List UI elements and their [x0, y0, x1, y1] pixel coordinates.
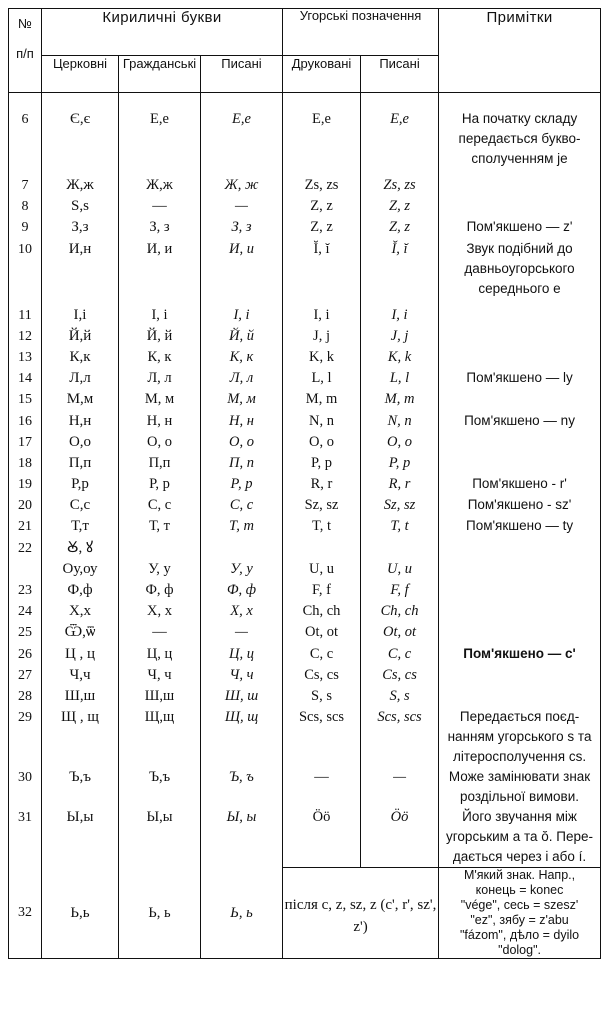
note-line: Може замінювати знак	[448, 769, 591, 785]
church-letter: Ф,ф	[42, 580, 119, 601]
row-number: 32	[9, 868, 42, 959]
note-line: Пом'якшено - r'	[472, 476, 567, 492]
civil-letter	[119, 538, 201, 559]
row-number: 13	[9, 347, 42, 368]
church-letter: Ц , ц	[42, 644, 119, 665]
note-line: Його звучання між	[462, 809, 577, 825]
note-cell	[439, 538, 601, 559]
written-letter: Л, л	[201, 368, 283, 389]
hungarian-printed: T, t	[283, 516, 361, 537]
hungarian-printed: O, o	[283, 432, 361, 453]
note-line: Пом'якшено — ny	[464, 412, 575, 428]
hungarian-printed: L, l	[283, 368, 361, 389]
civil-letter: К, к	[119, 347, 201, 368]
hungarian-printed	[283, 538, 361, 559]
church-letter: Ч,ч	[42, 665, 119, 686]
table-row	[9, 665, 601, 686]
written-letter: Х, х	[201, 601, 283, 622]
row-number: 30	[9, 767, 42, 807]
hungarian-printed: U, u	[283, 559, 361, 580]
row-number	[9, 559, 42, 580]
note-cell	[439, 217, 601, 238]
civil-letter: П,п	[119, 453, 201, 474]
hungarian-written: C, c	[361, 644, 439, 665]
civil-letter: Ы,ы	[119, 807, 201, 868]
hungarian-printed: R, r	[283, 474, 361, 495]
civil-letter: Х, х	[119, 601, 201, 622]
hungarian-written: Scs, scs	[361, 707, 439, 767]
written-letter: У, у	[201, 559, 283, 580]
hungarian-printed: І, і	[283, 305, 361, 326]
note-cell	[439, 767, 601, 807]
church-letter: Щ , щ	[42, 707, 119, 767]
row-number: 28	[9, 686, 42, 707]
note-line: Пом'якшено - sz'	[467, 497, 572, 513]
note-cell	[439, 559, 601, 580]
hungarian-written: —	[361, 767, 439, 807]
notes-column-header: Примітки	[439, 9, 601, 93]
hungarian-printed: Zs, zs	[283, 175, 361, 196]
header-row-1	[9, 9, 601, 56]
written-letter: П, п	[201, 453, 283, 474]
top-spacer	[9, 93, 601, 110]
table-row	[9, 495, 601, 516]
row-number: 11	[9, 305, 42, 326]
hungarian-written: R, r	[361, 474, 439, 495]
civil-letter: І, і	[119, 305, 201, 326]
civil-letter: М, м	[119, 389, 201, 410]
note-line: "ez", зябу = z'abu	[470, 913, 569, 928]
civil-letter: О, о	[119, 432, 201, 453]
hungarian-written: O, o	[361, 432, 439, 453]
note-line: "vége", сесь = szesz'	[460, 898, 579, 913]
hungarian-printed: Ot, ot	[283, 622, 361, 643]
church-letter: Ж,ж	[42, 175, 119, 196]
written-letter: К, к	[201, 347, 283, 368]
hungarian-printed: K, k	[283, 347, 361, 368]
note-cell	[439, 411, 601, 432]
written-letter: И, и	[201, 239, 283, 305]
written-letter: С, с	[201, 495, 283, 516]
table-row	[9, 453, 601, 474]
written-letter: Е,е	[201, 109, 283, 175]
row-number: 23	[9, 580, 42, 601]
number-sublabel: п/п	[16, 46, 34, 61]
note-line: "dolog".	[498, 943, 541, 958]
note-line: сполученням je	[471, 151, 568, 166]
church-letter: Ы,ы	[42, 807, 119, 868]
church-letter: О,о	[42, 432, 119, 453]
note-cell	[439, 495, 601, 516]
hungarian-printed: Cs, cs	[283, 665, 361, 686]
table-row	[9, 239, 601, 305]
civil-letter: Ф, ф	[119, 580, 201, 601]
combined-note: після c, z, sz, z (c', r', sz', z')	[284, 897, 437, 936]
row-number: 6	[9, 109, 42, 175]
hungarian-written: Ĭ, ĭ	[361, 239, 439, 305]
note-line: М'який знак. Напр.,	[463, 868, 576, 883]
hungarian-printed: Z, z	[283, 196, 361, 217]
row-number: 14	[9, 368, 42, 389]
hungarian-group-header: Угорські позначення	[283, 9, 439, 56]
written-letter: О, о	[201, 432, 283, 453]
row-number: 18	[9, 453, 42, 474]
civil-letter: З, з	[119, 217, 201, 238]
hungarian-printed: S, s	[283, 686, 361, 707]
civil-letter: —	[119, 622, 201, 643]
note-line: Передається поєд-	[459, 709, 580, 725]
written-letter: Т, т	[201, 516, 283, 537]
church-letter: М,м	[42, 389, 119, 410]
hungarian-written: K, k	[361, 347, 439, 368]
written-letter	[201, 538, 283, 559]
hungarian-written: P, p	[361, 453, 439, 474]
hungarian-written: І, і	[361, 305, 439, 326]
row-number: 22	[9, 538, 42, 559]
hungarian-printed: Z, z	[283, 217, 361, 238]
church-column-header: Церковні	[42, 56, 119, 93]
hungarian-written: Zs, zs	[361, 175, 439, 196]
written-letter: Ш, ш	[201, 686, 283, 707]
note-line: роздільної вимови.	[460, 789, 580, 805]
table-row	[9, 538, 601, 559]
table-row	[9, 686, 601, 707]
note-cell	[439, 580, 601, 601]
written-letter: Ы, ы	[201, 807, 283, 868]
table-row	[9, 601, 601, 622]
civil-letter: Ц, ц	[119, 644, 201, 665]
row-number: 31	[9, 807, 42, 868]
civil-letter: С, с	[119, 495, 201, 516]
note-cell	[439, 474, 601, 495]
note-cell	[439, 644, 601, 665]
hungarian-written	[361, 538, 439, 559]
church-letter: І,і	[42, 305, 119, 326]
written-letter: Р, р	[201, 474, 283, 495]
written-letter: Ф, ф	[201, 580, 283, 601]
hungarian-printed: Ch, ch	[283, 601, 361, 622]
note-cell	[439, 686, 601, 707]
table-row	[9, 326, 601, 347]
printed-column-header: Друковані	[283, 56, 361, 93]
church-letter: С,с	[42, 495, 119, 516]
civil-letter: Й, й	[119, 326, 201, 347]
hungarian-written: N, n	[361, 411, 439, 432]
row-number: 19	[9, 474, 42, 495]
note-line: конець = konec	[475, 883, 564, 898]
table-row	[9, 389, 601, 410]
hungarian-printed: Öö	[283, 807, 361, 868]
hungarian-printed: C, c	[283, 644, 361, 665]
written-letter: Щ, щ	[201, 707, 283, 767]
hungarian-written: L, l	[361, 368, 439, 389]
note-cell	[439, 326, 601, 347]
church-letter: Оу,оу	[42, 559, 119, 580]
row-number: 29	[9, 707, 42, 767]
note-line: На початку складу	[461, 111, 578, 126]
table-row	[9, 707, 601, 767]
number-label: №	[18, 16, 32, 31]
hungarian-printed: Scs, scs	[283, 707, 361, 767]
note-cell	[439, 239, 601, 305]
civil-letter: Ь, ь	[119, 868, 201, 959]
table-row	[9, 196, 601, 217]
note-cell	[439, 516, 601, 537]
table-row	[9, 217, 601, 238]
church-letter: Х,х	[42, 601, 119, 622]
row-number: 16	[9, 411, 42, 432]
note-line: дається через і або í.	[452, 849, 587, 865]
table-row	[9, 175, 601, 196]
table-row	[9, 432, 601, 453]
church-letter: Ш,ш	[42, 686, 119, 707]
row-number: 24	[9, 601, 42, 622]
hungarian-printed: F, f	[283, 580, 361, 601]
written-letter: Ч, ч	[201, 665, 283, 686]
note-cell	[439, 196, 601, 217]
civil-letter: Щ,щ	[119, 707, 201, 767]
hungarian-written: T, t	[361, 516, 439, 537]
note-line: середнього е	[478, 280, 561, 296]
table-row	[9, 109, 601, 175]
note-cell	[439, 601, 601, 622]
note-cell	[439, 707, 601, 767]
written-column-header: Писані	[201, 56, 283, 93]
civil-letter: Е,е	[119, 109, 201, 175]
hungarian-printed: P, p	[283, 453, 361, 474]
row-number: 25	[9, 622, 42, 643]
row-number: 7	[9, 175, 42, 196]
civil-letter: Ч, ч	[119, 665, 201, 686]
hungarian-written: J, j	[361, 326, 439, 347]
row-number: 8	[9, 196, 42, 217]
row-number: 10	[9, 239, 42, 305]
civil-letter: Н, н	[119, 411, 201, 432]
note-cell	[439, 868, 601, 959]
note-cell	[439, 305, 601, 326]
table-row	[9, 368, 601, 389]
note-cell	[439, 368, 601, 389]
church-letter: Ꙋ, ꙋ	[42, 538, 119, 559]
row-number: 27	[9, 665, 42, 686]
church-letter: Л,л	[42, 368, 119, 389]
row-number: 15	[9, 389, 42, 410]
civil-letter: Ж,ж	[119, 175, 201, 196]
church-letter: К,к	[42, 347, 119, 368]
note-line: Звук подібний до	[466, 240, 573, 256]
row-number: 21	[9, 516, 42, 537]
note-cell	[439, 807, 601, 868]
church-letter: Р,р	[42, 474, 119, 495]
hungarian-written: F, f	[361, 580, 439, 601]
note-cell	[439, 389, 601, 410]
church-letter: Т,т	[42, 516, 119, 537]
church-letter: И,н	[42, 239, 119, 305]
table-row	[9, 868, 601, 959]
note-cell	[439, 347, 601, 368]
number-column-header	[9, 9, 42, 93]
civil-letter: Л, л	[119, 368, 201, 389]
written-letter: М, м	[201, 389, 283, 410]
note-line: передається букво-	[458, 131, 581, 146]
written-letter: І, і	[201, 305, 283, 326]
hungarian-printed: J, j	[283, 326, 361, 347]
hungarian-written: Е,е	[361, 109, 439, 175]
table-row	[9, 580, 601, 601]
church-letter: Й,й	[42, 326, 119, 347]
table-row	[9, 474, 601, 495]
hungarian-written: Sz, sz	[361, 495, 439, 516]
note-line: угорським a та ŏ. Пере-	[446, 829, 593, 845]
note-cell	[439, 665, 601, 686]
church-letter: Н,н	[42, 411, 119, 432]
written-letter: Ъ, ъ	[201, 767, 283, 807]
table-row	[9, 516, 601, 537]
note-line: "fázom", дѣло = dyilo	[459, 928, 580, 943]
civil-letter: Ш,ш	[119, 686, 201, 707]
hungarian-written: Ot, ot	[361, 622, 439, 643]
written-letter: Ж, ж	[201, 175, 283, 196]
hungarian-printed: N, n	[283, 411, 361, 432]
note-cell	[439, 175, 601, 196]
civil-letter: У, у	[119, 559, 201, 580]
note-line: нанням угорського s та	[447, 729, 592, 745]
table-row	[9, 622, 601, 643]
row-number: 26	[9, 644, 42, 665]
note-line: давньоугорського	[464, 260, 575, 276]
civil-letter: Ъ,ъ	[119, 767, 201, 807]
written-letter: Н, н	[201, 411, 283, 432]
note-line: літеросполучення cs.	[452, 749, 587, 765]
row-number: 20	[9, 495, 42, 516]
written-letter: Ь, ь	[201, 868, 283, 959]
hungarian-written: Cs, cs	[361, 665, 439, 686]
table-row	[9, 559, 601, 580]
hungarian-written: Z, z	[361, 196, 439, 217]
written-letter: З, з	[201, 217, 283, 238]
row-number: 9	[9, 217, 42, 238]
table-row	[9, 644, 601, 665]
hungarian-printed: Е,е	[283, 109, 361, 175]
cyrillic-group-header: Кириличні букви	[42, 9, 283, 56]
table-row	[9, 411, 601, 432]
table-row	[9, 305, 601, 326]
hungarian-written: Z, z	[361, 217, 439, 238]
hungarian-printed: —	[283, 767, 361, 807]
hungarian-written: Ch, ch	[361, 601, 439, 622]
table-row	[9, 807, 601, 868]
civil-letter: Т, т	[119, 516, 201, 537]
row-number: 17	[9, 432, 42, 453]
note-line: Пом'якшено — ty	[465, 518, 574, 534]
written-letter: —	[201, 622, 283, 643]
written-letter: Й, й	[201, 326, 283, 347]
written-letter: Ц, ц	[201, 644, 283, 665]
row-number: 12	[9, 326, 42, 347]
civil-letter: Р, р	[119, 474, 201, 495]
hungarian-printed: M, m	[283, 389, 361, 410]
church-letter: Ѿ,ѿ	[42, 622, 119, 643]
note-cell	[439, 622, 601, 643]
church-letter: Є,є	[42, 109, 119, 175]
church-letter: Ъ,ъ	[42, 767, 119, 807]
hungarian-printed	[283, 868, 439, 959]
church-letter: З,з	[42, 217, 119, 238]
hungarian-written: M, m	[361, 389, 439, 410]
table-body	[9, 93, 601, 959]
table-row	[9, 767, 601, 807]
church-letter: Ѕ,ѕ	[42, 196, 119, 217]
hungarian-written: Öö	[361, 807, 439, 868]
church-letter: Ь,ь	[42, 868, 119, 959]
hungarian-printed: Sz, sz	[283, 495, 361, 516]
note-cell	[439, 432, 601, 453]
civil-column-header: Гражданські	[119, 56, 201, 93]
civil-letter: —	[119, 196, 201, 217]
hungarian-printed: Ĭ, ĭ	[283, 239, 361, 305]
note-cell	[439, 453, 601, 474]
note-cell	[439, 109, 601, 175]
written-letter: —	[201, 196, 283, 217]
hungarian-written-column-header: Писані	[361, 56, 439, 93]
note-line: Пом'якшено — ly	[466, 370, 573, 386]
note-line: Пом'якшено — z'	[466, 219, 573, 235]
hungarian-written: U, u	[361, 559, 439, 580]
civil-letter: И, и	[119, 239, 201, 305]
table-row	[9, 347, 601, 368]
note-line: Пом'якшено — c'	[463, 645, 576, 661]
alphabet-table	[8, 8, 601, 959]
hungarian-written: S, s	[361, 686, 439, 707]
church-letter: П,п	[42, 453, 119, 474]
